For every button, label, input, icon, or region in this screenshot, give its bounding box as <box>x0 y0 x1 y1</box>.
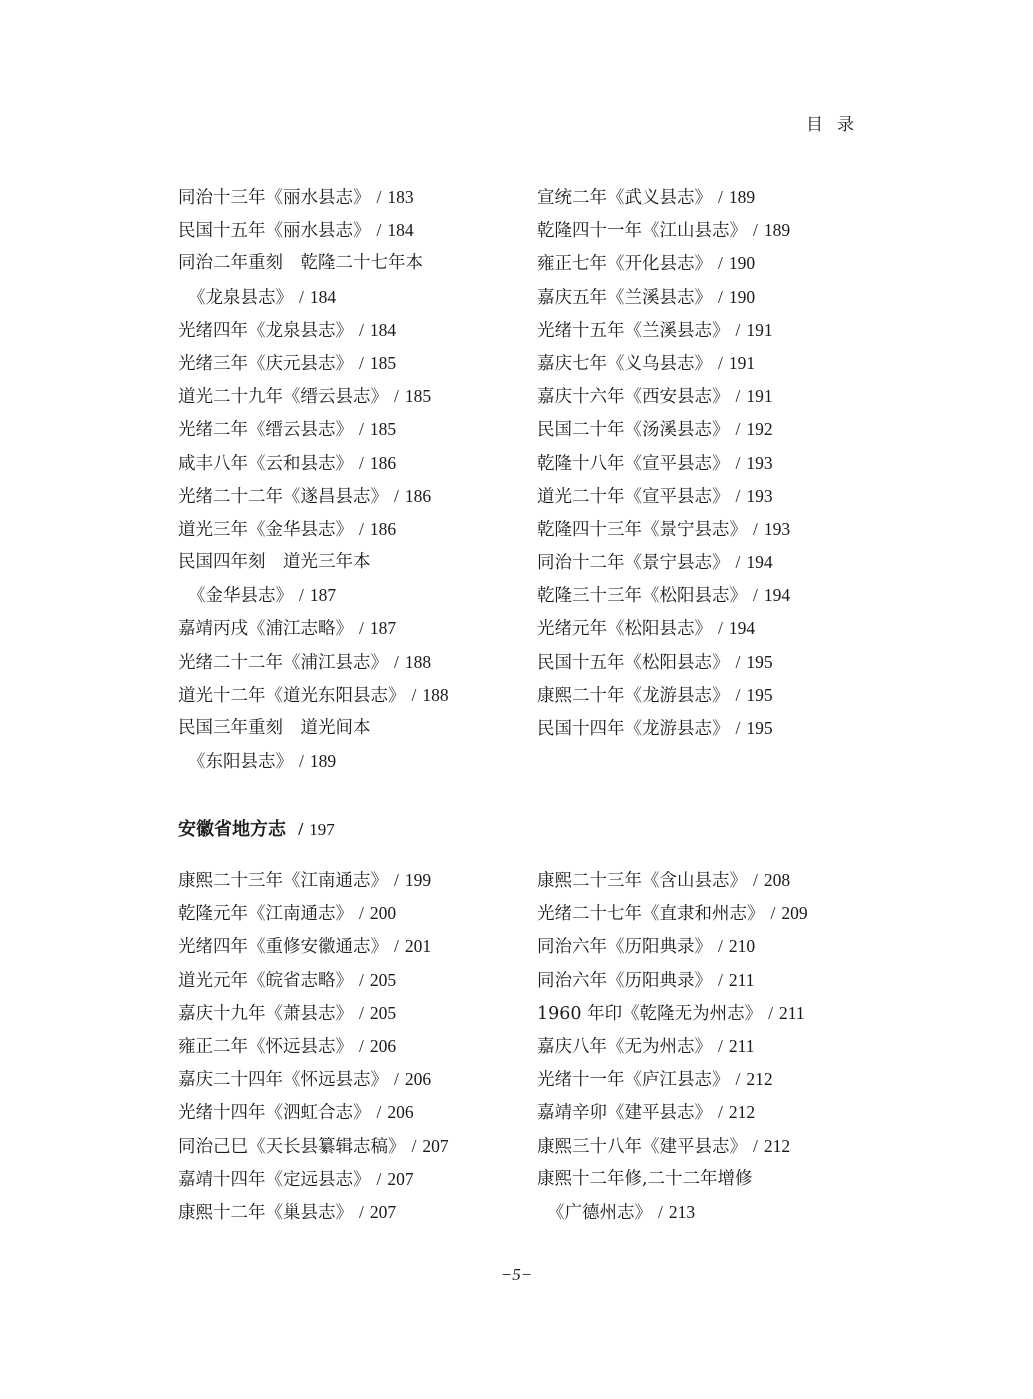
toc-entry <box>537 897 877 930</box>
separator: / <box>735 651 741 672</box>
entry-title: 光绪四年《重修安徽通志》 <box>178 937 388 958</box>
entry-page-number: 186 <box>404 485 432 506</box>
toc-entry <box>537 281 877 314</box>
separator: / <box>411 1135 417 1156</box>
separator: / <box>718 286 723 307</box>
entry-page-number: 191 <box>746 386 773 407</box>
entry-page-number: 184 <box>369 319 397 340</box>
entry-title: 光绪元年《松阳县志》 <box>537 619 712 640</box>
entry-title: 雍正二年《怀远县志》 <box>178 1036 353 1057</box>
separator: / <box>718 352 723 373</box>
entry-page-number: 206 <box>387 1102 414 1123</box>
separator: / <box>735 419 741 440</box>
entry-title: 道光元年《皖省志略》 <box>178 970 353 991</box>
entry-page-number: 189 <box>309 751 337 772</box>
separator: / <box>770 903 776 924</box>
entry-page-number: 211 <box>728 1035 755 1056</box>
running-head: 目录 <box>806 115 868 135</box>
separator: / <box>718 1035 723 1056</box>
toc-entry <box>178 712 518 745</box>
entry-page-number: 190 <box>728 286 756 307</box>
page-number: −5− <box>500 1265 533 1284</box>
separator: / <box>718 1102 723 1123</box>
toc-entry <box>178 1130 518 1163</box>
toc-entry <box>537 646 877 679</box>
toc-entry-continuation <box>178 745 518 778</box>
zhejiang-right-column <box>537 181 877 745</box>
zhejiang-left-column <box>178 181 518 778</box>
entry-title: 光绪二年《缙云县志》 <box>178 420 353 441</box>
entry-title: 同治六年《历阳典录》 <box>537 937 712 958</box>
separator: / <box>299 286 304 307</box>
entry-title: 乾隆十八年《宣平县志》 <box>537 453 730 474</box>
separator: / <box>394 651 399 672</box>
toc-entry <box>537 314 877 347</box>
separator: / <box>359 1002 364 1023</box>
entry-title: 康熙二十三年《含山县志》 <box>537 871 747 891</box>
entry-page-number: 191 <box>746 319 773 340</box>
entry-title: 乾隆四十一年《江山县志》 <box>537 221 747 242</box>
toc-entry <box>178 1196 518 1229</box>
entry-page-number: 185 <box>369 352 397 373</box>
entry-page-number: 190 <box>728 253 756 274</box>
toc-entry <box>178 413 518 446</box>
separator: / <box>735 485 741 506</box>
entry-title: 民国十四年《龙游县志》 <box>537 719 730 739</box>
entry-page-number: 186 <box>369 452 397 473</box>
entry-page-number: 213 <box>668 1201 696 1222</box>
toc-entry <box>537 864 877 897</box>
entry-title: 咸丰八年《云和县志》 <box>178 453 353 474</box>
separator: / <box>298 819 304 839</box>
toc-entry <box>537 1130 877 1163</box>
toc-entry <box>537 181 877 214</box>
toc-entry <box>178 347 518 380</box>
entry-page-number: 211 <box>778 1002 805 1023</box>
entry-page-number: 208 <box>763 870 791 890</box>
toc-entry <box>178 447 518 480</box>
separator: / <box>359 419 364 440</box>
separator: / <box>718 187 723 207</box>
toc-entry <box>537 247 877 280</box>
entry-page-number: 194 <box>763 585 791 606</box>
entry-page-number: 188 <box>422 684 449 705</box>
toc-entry <box>537 679 877 712</box>
separator: / <box>376 220 382 241</box>
separator: / <box>735 684 741 705</box>
toc-entry <box>178 1096 518 1129</box>
separator: / <box>394 485 399 506</box>
separator: / <box>299 751 304 772</box>
entry-page-number: 205 <box>369 969 397 990</box>
section-page: 197 <box>309 820 335 839</box>
entry-page-number: 187 <box>309 585 337 606</box>
entry-title: 道光二十九年《缙云县志》 <box>178 387 388 408</box>
toc-entry <box>537 964 877 997</box>
toc-entry <box>178 546 518 579</box>
entry-title: 嘉庆十九年《萧县志》 <box>178 1003 353 1024</box>
entry-page-number: 185 <box>404 386 432 407</box>
entry-page-number: 195 <box>746 651 773 672</box>
toc-entry-continuation <box>178 281 518 314</box>
separator: / <box>376 187 382 207</box>
entry-page-number: 185 <box>369 419 397 440</box>
entry-title: 道光二十年《宣平县志》 <box>537 486 730 507</box>
entry-title: 道光十二年《道光东阳县志》 <box>178 685 406 706</box>
separator: / <box>718 253 723 274</box>
toc-entry <box>537 380 877 413</box>
separator: / <box>753 870 758 890</box>
section-title: 安徽省地方志 <box>178 819 286 840</box>
entry-page-number: 195 <box>746 684 773 705</box>
entry-title: 光绪十一年《庐江县志》 <box>537 1070 730 1091</box>
entry-title: 民国四年刻 道光三年本 <box>178 552 371 573</box>
toc-entry <box>178 964 518 997</box>
toc-entry <box>537 579 877 612</box>
entry-page-number: 206 <box>404 1069 432 1090</box>
toc-entry <box>537 347 877 380</box>
toc-entry <box>178 864 518 897</box>
toc-entry <box>537 1063 877 1096</box>
toc-entry <box>537 612 877 645</box>
separator: / <box>376 1102 382 1123</box>
entry-page-number: 201 <box>404 936 432 957</box>
separator: / <box>411 684 417 705</box>
separator: / <box>718 936 723 957</box>
toc-entry <box>537 214 877 247</box>
entry-page-number: 209 <box>781 903 808 924</box>
entry-page-number: 212 <box>763 1135 791 1156</box>
separator: / <box>359 352 364 373</box>
entry-title: 同治六年《历阳典录》 <box>537 970 712 991</box>
separator: / <box>359 1035 364 1056</box>
entry-title-continued: 《龙泉县志》 <box>188 287 293 308</box>
entry-page-number: 199 <box>404 870 432 890</box>
entry-title: 民国三年重刻 道光间本 <box>178 718 371 738</box>
entry-page-number: 191 <box>728 352 756 373</box>
entry-title: 康熙十二年修,二十二年增修 <box>537 1168 753 1189</box>
entry-page-number: 193 <box>746 452 773 473</box>
entry-page-number: 187 <box>369 618 397 639</box>
entry-title: 嘉庆七年《义乌县志》 <box>537 353 712 374</box>
entry-page-number: 212 <box>746 1069 773 1090</box>
entry-page-number: 206 <box>369 1035 397 1056</box>
entry-title: 同治己巳《天长县纂辑志稿》 <box>178 1136 406 1157</box>
entry-page-number: 195 <box>746 718 773 738</box>
entry-page-number: 189 <box>728 187 756 207</box>
separator: / <box>376 1168 382 1189</box>
entry-title: 乾隆四十三年《景宁县志》 <box>537 519 747 540</box>
entry-title: 嘉靖丙戌《浦江志略》 <box>178 619 353 640</box>
separator: / <box>753 220 758 241</box>
separator: / <box>394 936 399 957</box>
toc-entry <box>178 480 518 513</box>
entry-title: 嘉庆五年《兰溪县志》 <box>537 287 712 308</box>
separator: / <box>735 718 741 738</box>
entry-page-number: 186 <box>369 518 397 539</box>
toc-entry <box>537 413 877 446</box>
toc-entry <box>178 214 518 247</box>
entry-title: 光绪十五年《兰溪县志》 <box>537 320 730 341</box>
toc-entry <box>178 1030 518 1063</box>
entry-title: 同治二年重刻 乾隆二十七年本 <box>178 253 423 274</box>
entry-title: 康熙二十三年《江南通志》 <box>178 871 388 891</box>
separator: / <box>359 618 364 639</box>
toc-entry <box>178 646 518 679</box>
toc-entry <box>537 1030 877 1063</box>
anhui-right-column <box>537 864 877 1229</box>
separator: / <box>299 585 304 606</box>
separator: / <box>768 1002 773 1023</box>
toc-entry <box>537 546 877 579</box>
entry-title: 雍正七年《开化县志》 <box>537 254 712 275</box>
entry-page-number: 193 <box>763 518 791 539</box>
separator: / <box>394 870 399 890</box>
entry-title: 光绪十四年《泗虹合志》 <box>178 1103 371 1124</box>
entry-title: 乾隆三十三年《松阳县志》 <box>537 586 747 607</box>
separator: / <box>394 386 399 407</box>
entry-title: 光绪二十二年《浦江县志》 <box>178 652 388 673</box>
entry-page-number: 188 <box>404 651 432 672</box>
entry-title: 康熙三十八年《建平县志》 <box>537 1136 747 1157</box>
entry-page-number: 207 <box>422 1135 449 1156</box>
toc-entry <box>178 930 518 963</box>
section-heading-anhui <box>178 815 335 841</box>
separator: / <box>735 552 741 573</box>
separator: / <box>359 452 364 473</box>
entry-title: 光绪二十二年《遂昌县志》 <box>178 486 388 507</box>
separator: / <box>359 969 364 990</box>
entry-page-number: 211 <box>728 969 755 990</box>
separator: / <box>359 319 364 340</box>
entry-title-continued: 《东阳县志》 <box>188 752 293 773</box>
separator: / <box>735 319 741 340</box>
entry-page-number: 184 <box>387 220 414 241</box>
separator: / <box>394 1069 399 1090</box>
toc-entry <box>178 380 518 413</box>
entry-title: 嘉靖十四年《定远县志》 <box>178 1169 371 1190</box>
separator: / <box>753 1135 758 1156</box>
entry-title-continued: 《金华县志》 <box>188 586 293 607</box>
entry-title: 民国二十年《汤溪县志》 <box>537 420 730 441</box>
entry-title: 光绪二十七年《直隶和州志》 <box>537 904 765 925</box>
entry-page-number: 207 <box>387 1168 414 1189</box>
toc-entry <box>537 712 877 745</box>
entry-page-number: 194 <box>746 552 773 573</box>
toc-entry-continuation <box>537 1196 877 1229</box>
toc-entry <box>537 997 877 1030</box>
entry-page-number: 194 <box>728 618 756 639</box>
entry-title: 光绪三年《庆元县志》 <box>178 353 353 374</box>
toc-entry <box>178 679 518 712</box>
entry-title: 嘉庆十六年《西安县志》 <box>537 387 730 408</box>
entry-title: 嘉靖辛卯《建平县志》 <box>537 1103 712 1124</box>
entry-title-continued: 《广德州志》 <box>547 1202 652 1223</box>
separator: / <box>359 903 364 924</box>
toc-entry <box>178 513 518 546</box>
toc-entry <box>537 1163 877 1196</box>
separator: / <box>735 386 741 407</box>
toc-entry <box>178 897 518 930</box>
toc-entry <box>537 930 877 963</box>
toc-entry-continuation <box>178 579 518 612</box>
entry-title: 宣统二年《武义县志》 <box>537 188 712 208</box>
entry-title: 同治十二年《景宁县志》 <box>537 553 730 574</box>
toc-entry <box>178 1063 518 1096</box>
entry-page-number: 205 <box>369 1002 397 1023</box>
entry-page-number: 200 <box>369 903 397 924</box>
entry-page-number: 184 <box>309 286 337 307</box>
entry-page-number: 193 <box>746 485 773 506</box>
entry-page-number: 212 <box>728 1102 756 1123</box>
entry-title: 嘉庆二十四年《怀远县志》 <box>178 1070 388 1091</box>
entry-title: 道光三年《金华县志》 <box>178 519 353 540</box>
toc-entry <box>537 1096 877 1129</box>
separator: / <box>753 518 758 539</box>
entry-title: 同治十三年《丽水县志》 <box>178 188 371 208</box>
entry-title: 乾隆元年《江南通志》 <box>178 904 353 925</box>
entry-title: 民国十五年《丽水县志》 <box>178 221 371 242</box>
separator: / <box>359 518 364 539</box>
separator: / <box>735 452 741 473</box>
toc-entry <box>178 1163 518 1196</box>
anhui-left-column <box>178 864 518 1229</box>
toc-entry <box>178 181 518 214</box>
toc-entry <box>178 314 518 347</box>
entry-title: 光绪四年《龙泉县志》 <box>178 320 353 341</box>
separator: / <box>359 1201 364 1222</box>
separator: / <box>735 1069 741 1090</box>
toc-entry <box>178 612 518 645</box>
entry-title: 1960 年印《乾隆无为州志》 <box>537 1003 763 1024</box>
separator: / <box>753 585 758 606</box>
entry-title: 康熙十二年《巢县志》 <box>178 1202 353 1223</box>
entry-title: 民国十五年《松阳县志》 <box>537 652 730 673</box>
separator: / <box>718 969 723 990</box>
separator: / <box>658 1201 663 1222</box>
entry-page-number: 210 <box>728 936 756 957</box>
entry-page-number: 192 <box>746 419 773 440</box>
entry-page-number: 207 <box>369 1201 397 1222</box>
entry-page-number: 183 <box>387 187 414 207</box>
toc-entry <box>537 513 877 546</box>
entry-page-number: 189 <box>763 220 791 241</box>
entry-title: 康熙二十年《龙游县志》 <box>537 685 730 706</box>
toc-entry <box>537 447 877 480</box>
toc-entry <box>178 247 518 280</box>
toc-entry <box>537 480 877 513</box>
toc-entry <box>178 997 518 1030</box>
separator: / <box>718 618 723 639</box>
entry-title: 嘉庆八年《无为州志》 <box>537 1036 712 1057</box>
